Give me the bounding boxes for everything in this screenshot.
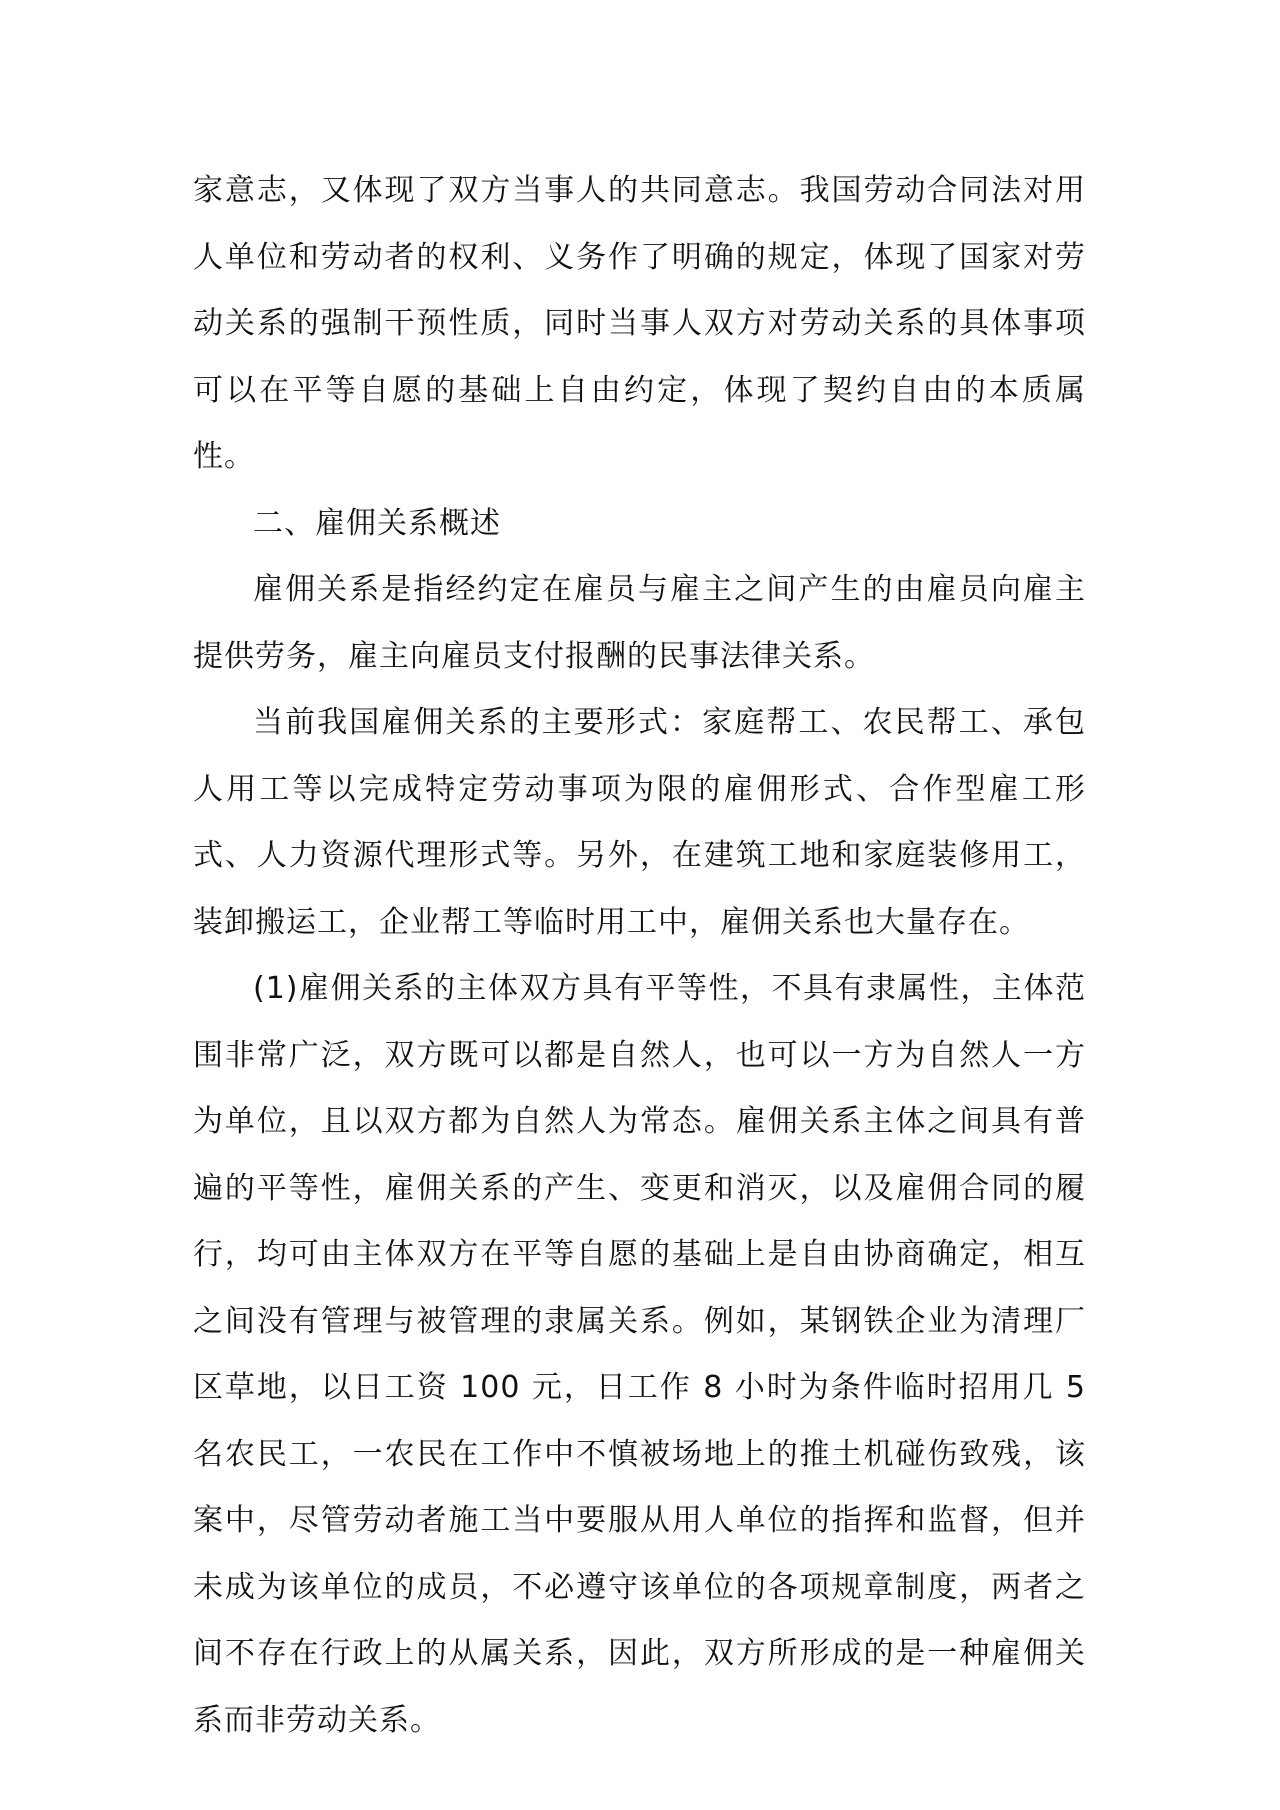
paragraph-definition: 雇佣关系是指经约定在雇员与雇主之间产生的由雇员向雇主提供劳务，雇主向雇员支付报酬的民事法律关系。 [193, 572, 1086, 674]
section-heading: 二、雇佣关系概述 [253, 505, 501, 541]
paragraph-point-1: (1)雇佣关系的主体双方具有平等性，不具有隶属性，主体范围非常广泛，双方既可以都是自然人，也可以一方为自然人一方为单位，且以双方都为自然人为常态。雇佣关系主体之间具有普遍的平等性，雇佣关系的产生、变更和消灭，以及雇佣合同的履行，均可由主体双方在平等自愿的基础上是自由协商确定，相互之间没有管理与被管理的隶属关系。例如，某钢铁企业为清理厂区草地，以日工资 100 元，日工作 8 小时为条件临时招用几 5 名农民工，一农民在工作中不慎被场地上的推土机碰伤致残，该案中，尽管劳动者施工当中要服从用人单位的指挥和监督，但并未成为该单位的成员，不必遵守该单位的各项规章制度，两者之间不存在行政上的从属关系，因此，双方所形成的是一种雇佣关系而非劳动关系。 [193, 971, 1086, 1738]
paragraph-continuation: 家意志，又体现了双方当事人的共同意志。我国劳动合同法对用人单位和劳动者的权利、义务作了明确的规定，体现了国家对劳动关系的强制干预性质，同时当事人双方对劳动关系的具体事项可以在平等自愿的基础上自由约定，体现了契约自由的本质属性。 [193, 173, 1086, 474]
document-body [193, 158, 1086, 1754]
paragraph-forms: 当前我国雇佣关系的主要形式：家庭帮工、农民帮工、承包人用工等以完成特定劳动事项为限的雇佣形式、合作型雇工形式、人力资源代理形式等。另外，在建筑工地和家庭装修用工，装卸搬运工，企业帮工等临时用工中，雇佣关系也大量存在。 [193, 705, 1086, 940]
